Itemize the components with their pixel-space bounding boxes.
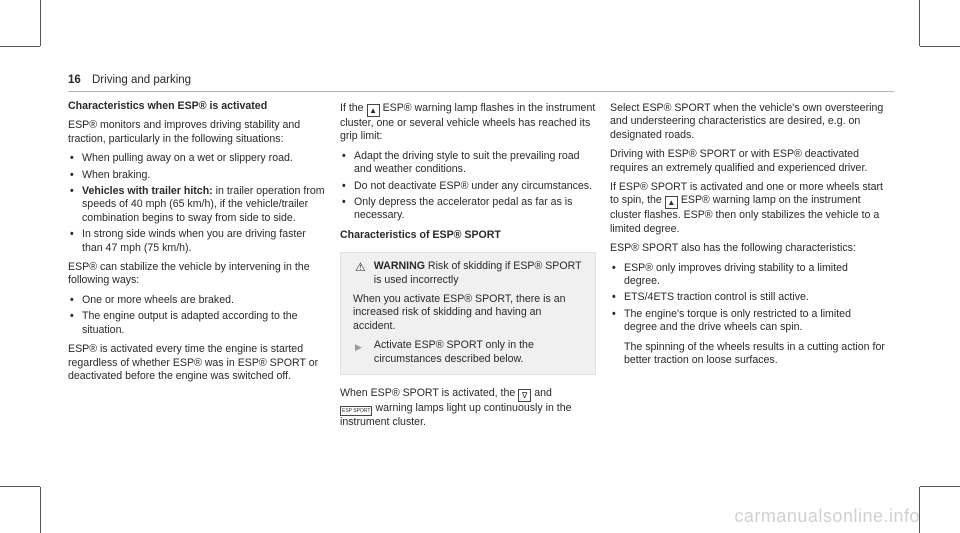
paragraph bbox=[610, 181, 886, 236]
crop-mark bbox=[920, 486, 960, 487]
warning-title bbox=[374, 260, 585, 287]
list-item: • The engine's torque is only restricted to a limited degree and the drive wheels can spin. bbox=[610, 308, 886, 335]
list-item: • When braking. bbox=[68, 169, 326, 182]
paragraph: ESP® monitors and improves driving stability and traction, particularly in the following situations: bbox=[68, 119, 301, 145]
text-run: and bbox=[534, 387, 552, 400]
crop-mark bbox=[0, 46, 40, 47]
list-item: • The engine output is adapted according to the situation. bbox=[68, 310, 326, 337]
bullet-list bbox=[68, 152, 326, 255]
list-item: • Adapt the driving style to suit the prevailing road and weather conditions. bbox=[340, 150, 596, 177]
crop-mark bbox=[40, 0, 41, 46]
warning-title-row bbox=[353, 260, 585, 287]
page-number: 16 bbox=[68, 74, 81, 86]
list-item: • In strong side winds when you are driving faster than 47 mph (75 km/h). bbox=[68, 228, 326, 255]
warning-body: When you activate ESP® SPORT, there is an increased risk of skidding and having an accident. bbox=[353, 293, 566, 332]
sub-paragraph: The spinning of the wheels results in a cutting action for better traction on loose surfaces. bbox=[624, 340, 885, 367]
text-run: ESP® warning lamp on the instrument cluster flashes. ESP® then only stabilizes the vehicle to a limited degree. bbox=[610, 194, 880, 235]
list-text: in trailer operation from speeds of 40 mph (65 km/h), if the vehicle/trailer combination begins to sway from side to side. bbox=[82, 185, 325, 224]
crop-mark bbox=[40, 487, 41, 533]
section-heading: Characteristics of ESP® SPORT bbox=[340, 228, 501, 241]
paragraph: ESP® SPORT also has the following characteristics: bbox=[610, 242, 856, 255]
crop-mark bbox=[0, 486, 40, 487]
text-run: When ESP® SPORT is activated, the bbox=[340, 387, 516, 400]
list-item: • When pulling away on a wet or slippery road. bbox=[68, 152, 326, 165]
header-divider bbox=[68, 91, 894, 92]
esp-warning-lamp-icon: ▲ bbox=[367, 104, 380, 117]
column-2 bbox=[340, 102, 596, 436]
arrow-right-icon: ▶ bbox=[355, 342, 362, 353]
text-run: warning lamps light up continuously in the instrument cluster. bbox=[340, 402, 572, 429]
warning-triangle-icon: ⚠ bbox=[355, 260, 366, 275]
paragraph bbox=[340, 102, 596, 144]
esp-off-icon: ∇ bbox=[518, 389, 531, 402]
text-run: If the bbox=[340, 102, 364, 114]
section-title: Driving and parking bbox=[92, 74, 192, 86]
paragraph bbox=[340, 387, 596, 429]
crop-mark bbox=[920, 46, 960, 47]
bold-label: Vehicles with trailer hitch: bbox=[82, 185, 213, 198]
list-item bbox=[68, 185, 326, 225]
paragraph: ESP® is activated every time the engine is started regardless of whether ESP® was in ESP® SPORT or deactivated before the engine was switched off. bbox=[68, 343, 319, 382]
paragraph: Driving with ESP® SPORT or with ESP® deactivated requires an extremely qualified and experienced driver. bbox=[610, 148, 868, 174]
warning-box bbox=[340, 252, 596, 375]
bullet-list bbox=[610, 262, 886, 335]
warning-label: WARNING bbox=[373, 260, 425, 273]
paragraph: Select ESP® SPORT when the vehicle's own oversteering and understeering characteristics are desired, e.g. on designated roads. bbox=[610, 102, 884, 141]
watermark: carmanualsonline.info bbox=[734, 506, 920, 526]
warning-action bbox=[353, 339, 585, 366]
list-item: • ESP® only improves driving stability to a limited degree. bbox=[610, 262, 886, 289]
column-1 bbox=[68, 100, 326, 389]
list-item: • Do not deactivate ESP® under any circumstances. bbox=[340, 180, 596, 193]
paragraph: ESP® can stabilize the vehicle by intervening in the following ways: bbox=[68, 261, 310, 287]
list-item: • Only depress the accelerator pedal as far as is necessary. bbox=[340, 196, 596, 223]
list-item: • ETS/4ETS traction control is still active. bbox=[610, 291, 886, 304]
crop-mark bbox=[919, 0, 920, 46]
bullet-list bbox=[340, 150, 596, 223]
list-item: • One or more wheels are braked. bbox=[68, 294, 326, 307]
esp-sport-icon: ESP SPORT bbox=[342, 408, 371, 415]
section-heading: Characteristics when ESP® is activated bbox=[68, 100, 268, 112]
text-run: If ESP® SPORT is activated and one or more wheels start to spin, the bbox=[610, 181, 883, 207]
esp-warning-lamp-icon: ▲ bbox=[665, 196, 678, 209]
warning-text: Risk of skidding if ESP® SPORT is used incorrectly bbox=[373, 260, 582, 286]
column-3 bbox=[610, 102, 886, 374]
page-header bbox=[68, 74, 191, 86]
warning-action-text: Activate ESP® SPORT only in the circumstances described below. bbox=[373, 339, 534, 365]
bullet-list bbox=[68, 294, 326, 337]
text-run: ESP® warning lamp flashes in the instrument cluster, one or several vehicle wheels has reached its grip limit: bbox=[340, 102, 596, 143]
